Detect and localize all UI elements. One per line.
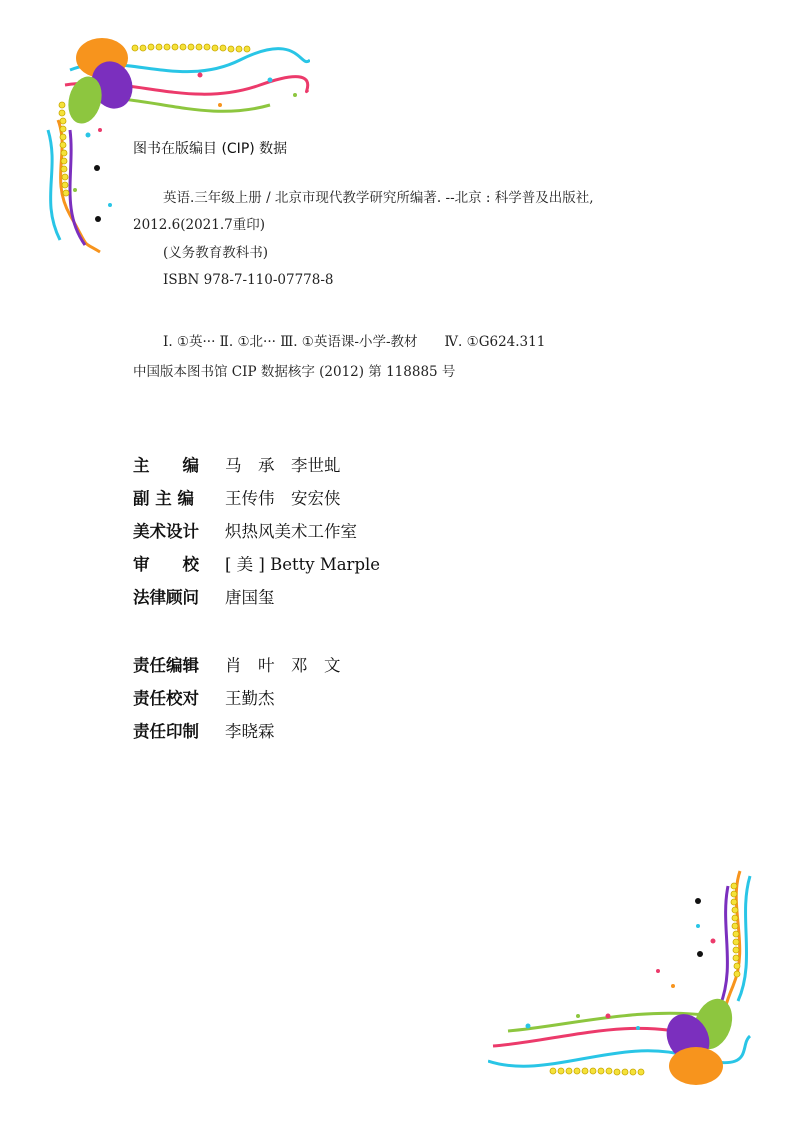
balloon-orange bbox=[669, 1047, 723, 1085]
responsibility-row-printing bbox=[133, 718, 275, 742]
credit-role: 主 编 bbox=[133, 456, 199, 475]
cip-isbn: ISBN 978-7-110-07778-8 bbox=[163, 272, 334, 288]
credit-role: 审 校 bbox=[133, 555, 199, 574]
credit-name: 王勤杰 bbox=[225, 689, 275, 708]
cip-publication-date: 2012.6(2021.7重印) bbox=[133, 217, 266, 233]
bead-chain-top bbox=[132, 44, 250, 52]
credit-row-art-design bbox=[133, 518, 357, 542]
credit-name: 唐国玺 bbox=[225, 588, 275, 607]
cip-series: (义务教育教科书) bbox=[163, 245, 269, 261]
credit-row-legal-advisor bbox=[133, 584, 275, 608]
cip-record-number: 中国版本图书馆 CIP 数据核字 (2012) 第 118885 号 bbox=[133, 364, 456, 380]
credit-name: 王传伟 安宏侠 bbox=[225, 489, 341, 508]
cip-classification: Ⅰ. ①英··· Ⅱ. ①北··· Ⅲ. ①英语课-小学-教材 Ⅳ. ①G624.311 bbox=[163, 334, 546, 350]
bead-chain-bottom bbox=[550, 1068, 644, 1075]
credit-row-reviewer bbox=[133, 551, 380, 575]
responsibility-row-proofreader bbox=[133, 685, 275, 709]
confetti-dots bbox=[526, 898, 716, 1030]
credit-role: 美术设计 bbox=[133, 522, 199, 541]
credit-name: 炽热风美术工作室 bbox=[225, 522, 357, 541]
credit-role: 责任印制 bbox=[133, 722, 199, 741]
credit-row-editor bbox=[133, 452, 341, 476]
credit-role: 责任校对 bbox=[133, 689, 199, 708]
cip-title-line: 英语.三年级上册 / 北京市现代教学研究所编著. --北京 : 科学普及出版社, bbox=[163, 190, 594, 206]
credit-role: 副 主 编 bbox=[133, 489, 194, 508]
responsibility-row-editor bbox=[133, 652, 341, 676]
cip-heading: 图书在版编目 (CIP) 数据 bbox=[133, 141, 288, 157]
credit-name: 李晓霖 bbox=[225, 722, 275, 741]
credit-name: [ 美 ] Betty Marple bbox=[225, 555, 381, 574]
party-decoration-bottom-right bbox=[488, 866, 758, 1091]
credit-name: 肖 叶 邓 文 bbox=[225, 656, 341, 675]
credit-name: 马 承 李世虬 bbox=[225, 456, 341, 475]
credit-role: 责任编辑 bbox=[133, 656, 199, 675]
credit-role: 法律顾问 bbox=[133, 588, 199, 607]
credit-row-deputy-editor bbox=[133, 485, 341, 509]
